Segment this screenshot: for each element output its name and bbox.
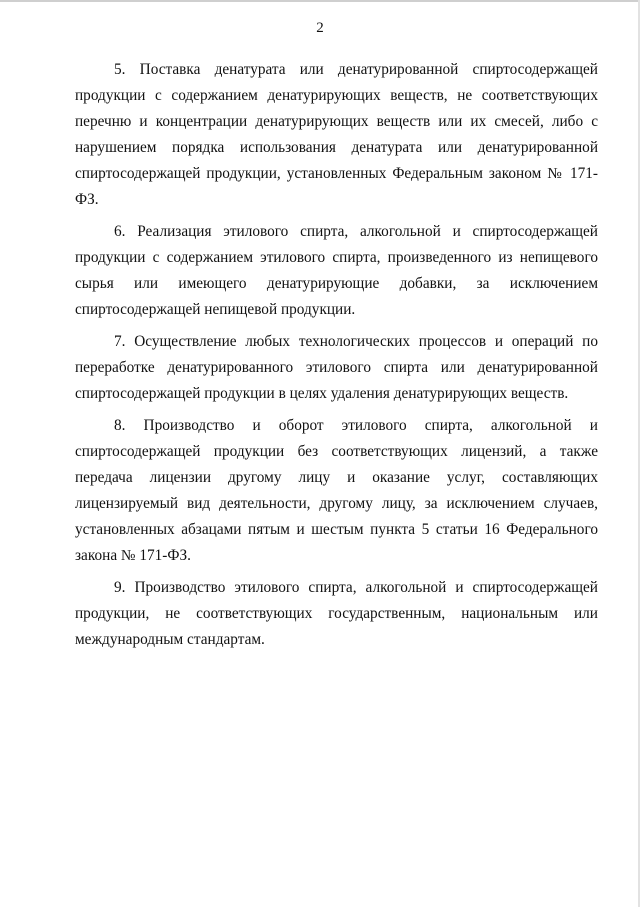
paragraph-item-7: 7. Осуществление любых технологических процессов и операций по переработке денатурированного этилового спирта или денатурированной спиртосодержащей продукции в целях удаления денатурирующих веществ. <box>75 333 598 402</box>
document-body <box>75 57 598 659</box>
paragraph-item-9: 9. Производство этилового спирта, алкогольной и спиртосодержащей продукции, не соответствующих государственным, национальным или международным стандартам. <box>75 579 598 648</box>
page-number: 2 <box>316 20 324 36</box>
paragraph-item-5: 5. Поставка денатурата или денатурированной спиртосодержащей продукции с содержанием денатурирующих веществ, не соответствующих перечню и концентрации денатурирующих веществ или их смесей, либо с нарушением порядка использования денатурата или денатурированной спиртосодержащей продукции, установленных Федеральным законом № 171-ФЗ. <box>75 61 598 208</box>
paragraph-item-8: 8. Производство и оборот этилового спирта, алкогольной и спиртосодержащей продукции без соответствующих лицензий, а также передача лицензии другому лицу и оказание услуг, составляющих лицензируемый вид деятельности, другому лицу, за исключением случаев, установленных абзацами пятым и шестым пункта 5 статьи 16 Федерального закона № 171-ФЗ. <box>75 417 598 564</box>
paragraph-item-6: 6. Реализация этилового спирта, алкогольной и спиртосодержащей продукции с содержанием этилового спирта, произведенного из непищевого сырья или имеющего денатурирующие добавки, за исключением спиртосодержащей непищевой продукции. <box>75 223 598 318</box>
scan-top-edge <box>0 0 640 2</box>
